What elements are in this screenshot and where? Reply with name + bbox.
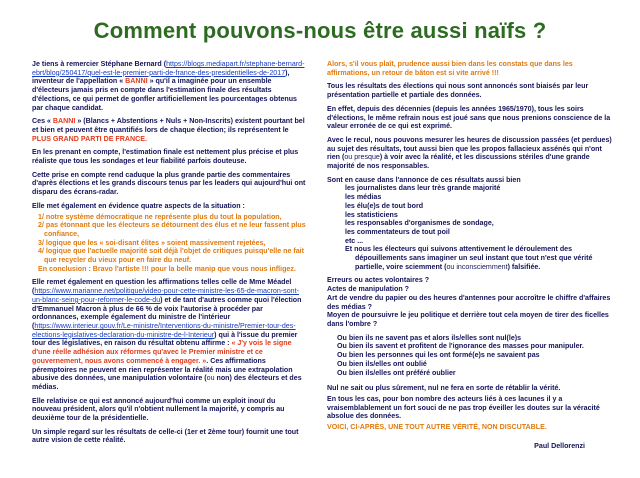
banni-label: BANNI [123,77,150,86]
question: Moyen de poursuivre le jeu politique et derrière tout cela moyen de tirer des ficelles dans l'ombre ? [327,311,609,328]
mediapart-link[interactable]: https://blogs.mediapart.fr/stephane-bernard-ebrt/blog/250417/quel-est-le-premier-parti-de-france-des-presidentielles-de-2017 [32,60,305,77]
text: ou inconsciemment [446,262,508,271]
list-item: Ou bien ils savent et profitent de l'ignorance des masses pour manipuler. [337,342,584,351]
paragraph-biaises: Tous les résultats des élections qui nous sont annoncés sont biaisés par leur présentation partielle et partiale des données. [327,82,589,100]
paragraph-recul [327,136,615,171]
text: non) des électeurs et des médias. [32,374,302,391]
questions [327,276,615,328]
text: ) falsifiée. [507,262,541,271]
paragraph-lacunes: En tous les cas, pour bon nombre des acteurs liés à ces lacunes il y a vraisemblablement un fort souci de ne pas trop éveiller les doutes sur la véracité absolue des données. [327,394,600,421]
left-column [32,60,306,450]
aspects-list [32,213,306,274]
list-item: les statisticiens [345,210,398,219]
list-item: Ou bien les personnes qui les ont formé(e)s ne savaient pas [337,351,540,360]
people-list [327,184,615,271]
paragraph-caduque: Cette prise en compte rend caduque la plus grande partie des commentaires d'après élections et les grands discours tenus par les leaders qui aujourd'hui ont disparu des écrans-radar. [32,170,306,197]
text: Et nous les électeurs qui suivons attentivement le déroulement des dépouillements sans imaginer un seul instant que tout n'est que vérité partielle, voire sciemment ( [345,245,593,271]
list-item: les commentateurs de tout poil [345,227,450,236]
list-item: Ou bien ils ne savent pas et alors ils/elles sont nul(le)s [337,333,522,342]
text: ou [206,374,215,383]
paragraph-verite: VOICI, CI-APRÈS, UNE TOUT AUTRE VÉRITÉ, NON DISCUTABLE. [327,423,547,432]
paragraph-banni [32,117,306,143]
text: . Ces affirmations péremptoires ne peuvent en rien représenter la réalité mais une extrapolation abusive des données, une manipulation volontaire ( [32,356,293,383]
text: Je tiens à remercier Stéphane Bernard ( [32,60,167,68]
quote-text: « J'y vois le signe d'une réelle adhésion aux réformes qu'avec le Premier ministre et ce gouvernement, nous avons commencé à engager. » [32,339,292,365]
options-list [327,334,615,378]
text: ) qui à l'issue du premier tour des législatives, en raison du résultat obtenu affirme : [32,330,298,348]
paragraph-exploit: Elle relativise ce qui est annoncé aujourd'hui comme un exploit inouï du nouveau président, alors qu'il n'obtient nullement la majorité, y compris au deuxième tour de la présidentielle. [32,396,285,423]
question: Erreurs ou actes volontaires ? [327,276,430,285]
list-item: 1/ notre système démocratique ne représente plus du tout la population, [38,212,282,221]
text: » (Blancs + Abstentions + Nuls + Non-Inscrits) existent pourtant bel et bien et peuvent être quantifiés lors de chaque élection; ils représentent le [32,117,305,134]
paragraph-en-cause: Sont en cause dans l'annonce de ces résultats aussi bien [327,175,521,184]
paragraph-estimation: En les prenant en compte, l'estimation finale est nettement plus précise et plus réaliste que tous les sondages et leur fiabilité parfois douteuse. [32,148,299,166]
paragraph-meadel [32,278,306,391]
paragraph-regard: Un simple regard sur les résultats de celle-ci (1er et 2ème tour) fournit une tout autre vision de cette réalité. [32,427,299,445]
list-item: les journalistes dans leur très grande majorité [345,184,501,193]
list-item: Ou bien ils/elles ont oublié [337,359,427,368]
text: ) à voir avec la réalité, et les discussions stériles d'une grande majorité de nos responsables. [327,153,590,171]
list-item: etc ... [345,236,364,245]
interieur-link[interactable]: https://www.interieur.gouv.fr/Le-ministre/Interventions-du-ministre/Premier-tour-des-elections-legislatives-declaration-du-ministre-de-l-Interieur [32,321,296,339]
paragraph-thanks [32,60,306,112]
banni-label: BANNI [50,117,78,126]
page-title: Comment pouvons-nous être aussi naïfs ? [93,18,547,43]
list-item: En conclusion : Bravo l'artiste !!! pour la belle manip que vous nous infligez. [38,264,296,273]
paragraph-prudence: Alors, s'il vous plaît, prudence aussi bien dans les constats que dans les affirmations, un retour de bâton est si vite arrivé !!! [327,60,573,77]
list-item [327,245,615,271]
paragraph-aspects: Elle met également en évidence quatre aspects de la situation : [32,201,245,210]
right-column [327,60,615,450]
list-item: les élu(e)s de tout bord [345,201,424,210]
text: Ces « [32,117,51,126]
question: Art de vendre du papier ou des heures d'antennes pour accroître le chiffre d'affaires des médias ? [327,293,611,311]
highlight-text: PLUS GRAND PARTI DE FRANCE. [32,134,147,143]
text: Avec le recul, nous pouvons mesurer les heures de discussion passées (et perdues) au sujet des résultats, tout aussi bien que les propos fallacieux assénés qui n'ont rien ( [327,135,612,162]
signature: Paul Dellorenzi [534,441,585,450]
text: » qu'il a imaginée pour un ensemble d'électeurs jamais pris en compte dans l'estimation finale des résultats d'élections, ce qui permet de gonfler artificiellement les pourcentages obtenus par chaque candidat. [32,77,298,112]
list-item: les responsables d'organismes de sondage, [345,219,494,228]
text: Elle remet également en question les affirmations telles celle de Mme Méadel ( [32,278,292,296]
list-item: 4/ logique que l'actuelle majorité soit déjà l'objet de critiques puisqu'elle ne fait que recycler du vieux pour en faire du neuf. [38,247,305,265]
list-item: les médias [345,193,382,202]
text: ou presque [344,153,380,162]
list-item: 2/ pas étonnant que les électeurs se détournent des élus et ne leur fassent plus confiance, [38,221,306,238]
paragraph-decennies: En effet, depuis des décennies (depuis les années 1965/1970), tous les soirs d'élections, le même refrain nous est joué sans que nous prenions conscience de la valeur erronée de ce qui est exprimé. [327,104,611,131]
list-item: Ou bien ils/elles ont préféré oublier [337,368,456,377]
text: ), inventeur de l'appellation « [32,68,290,86]
list-item: 3/ logique que les « soi-disant élites » soient massivement rejetées, [38,238,266,247]
paragraph-nul: Nul ne sait ou plus sûrement, nul ne fera en sorte de rétablir la vérité. [327,384,561,393]
marianne-link[interactable]: https://www.marianne.net/politique/video-pour-cette-ministre-les-65-de-macron-sont-un-blanc-seing-pour-reformer-le-code-du [32,287,299,304]
question: Actes de manipulation ? [327,285,409,294]
text: ) et de tant d'autres comme quoi l'élection d'Emmanuel Macron à plus de 66 % de voix l'autorise à procéder par ordonnances, exemple également du ministre de l'intérieur ( [32,295,302,330]
